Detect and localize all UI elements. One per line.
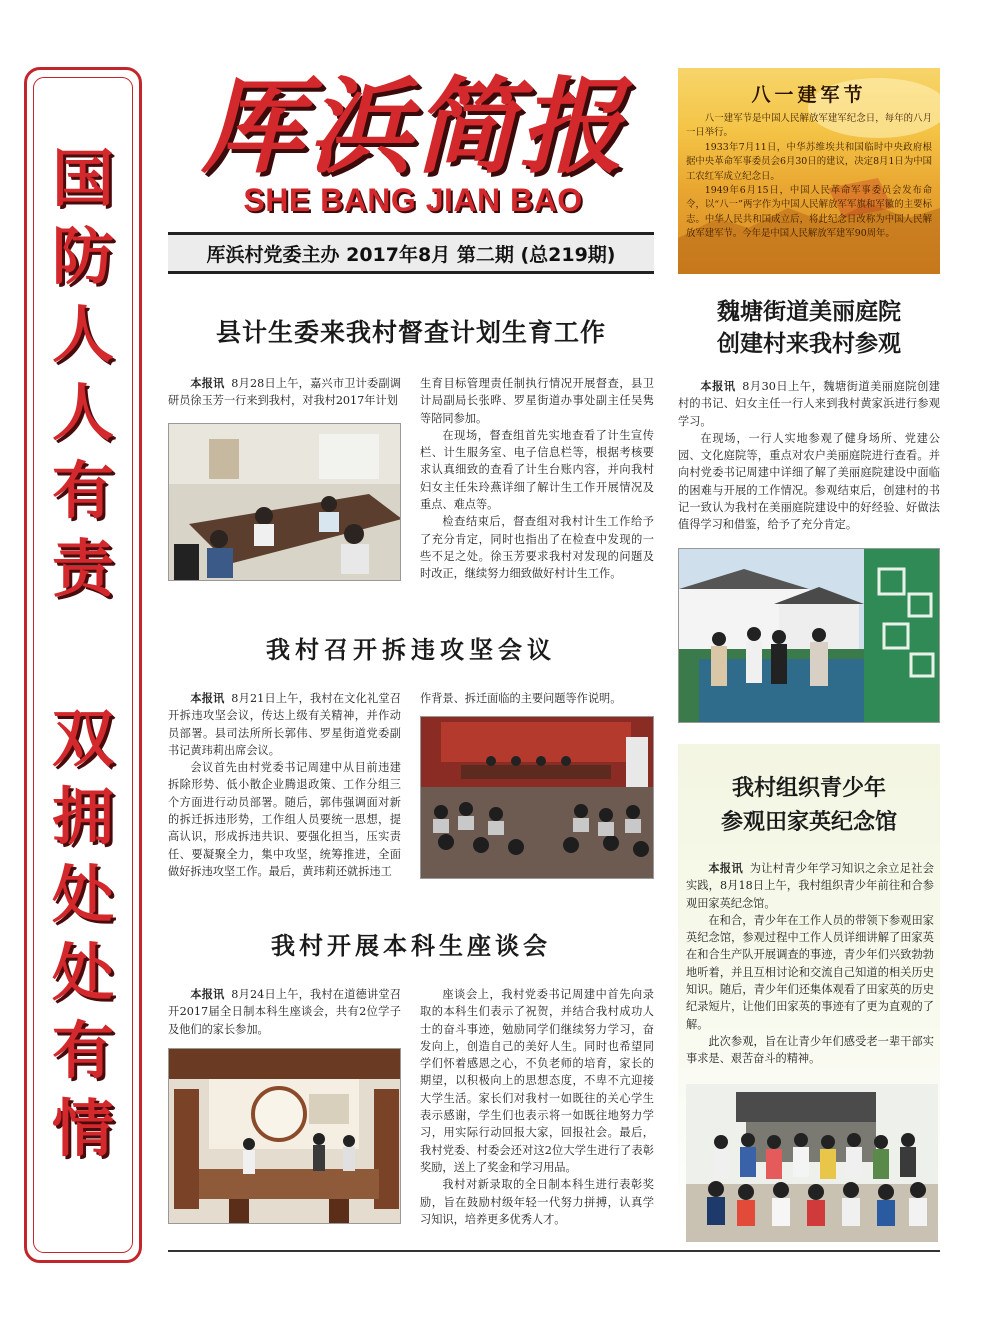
auditorium-meeting-photo [421, 717, 654, 879]
article1-paragraph: 生育目标管理责任制执行情况开展督查，县卫计局副局长张晔、罗星街道办事处副主任吴隽等陪同参加。 [420, 377, 654, 425]
issue-info: 厍浜村党委主办 2017年8月 第二期 (总219期) [168, 232, 654, 274]
article4-headline [678, 296, 940, 360]
article1-headline: 县计生委来我村督查计划生育工作 [215, 318, 606, 347]
slogan-char: 责 [51, 532, 114, 605]
article1-tag: 本报讯 [190, 377, 225, 390]
slogan-char: 处 [51, 858, 114, 931]
article3-headline: 我村开展本科生座谈会 [271, 932, 551, 960]
article2-headline: 我村召开拆违攻坚会议 [266, 636, 556, 664]
article1-paragraph: 检查结束后，督查组对我村计生工作给予了充分肯定，同时也指出了在检查中发现的一些不足之处。徐玉芳要求我村对发现的问题及时改正，继续努力细致做好村计生工作。 [420, 515, 654, 581]
article4-photo [678, 548, 940, 723]
article5-paragraph: 此次参观，旨在让青少年们感受老一辈干部实事求是、艰苦奋斗的精神。 [686, 1034, 934, 1066]
bayi-title: 八一建军节 [751, 84, 867, 106]
article3-paragraph: 我村对新录取的全日制本科生进行表彰奖励，旨在鼓励村级年轻一代努力拼搏，认真学习知识，培养更多优秀人才。 [420, 1178, 654, 1226]
article1-lead [168, 375, 401, 410]
article2-column1 [168, 690, 401, 880]
meeting-room-photo [169, 424, 401, 581]
article1-lead-text: 8月28日上午，嘉兴市卫计委副调研员徐玉芳一行来到我村，对我村2017年计划 [168, 377, 401, 408]
article5-body [686, 860, 934, 1068]
article4-lead-text: 8月30日上午，魏塘街道美丽庭院创建村的书记、妇女主任一行人来到我村黄家浜进行参观学习。 [678, 380, 940, 428]
article5-photo [686, 1084, 938, 1242]
slogan-double-support [33, 700, 133, 1168]
slogan-char: 拥 [51, 780, 114, 853]
slogan-char: 人 [51, 376, 114, 449]
article4-headline-line1: 魏塘街道美丽庭院 [717, 299, 901, 325]
bayi-paragraph: 八一建军节是中国人民解放军建军纪念日，每年的八月一日举行。 [686, 113, 932, 139]
article3-lead-text: 8月24日上午，我村在道德讲堂召开2017届全日制本科生座谈会，共有2位学子及他们的家长参加。 [168, 988, 401, 1036]
youth-group-photo [686, 1084, 938, 1242]
slogan-char: 防 [51, 220, 114, 293]
masthead-title: 厍浜简报 [200, 65, 625, 188]
bayi-paragraph: 1933年7月11日，中华苏维埃共和国临时中央政府根据中央革命军事委员会6月30日的建议，决定8月1日为中国工农红军成立纪念日。 [686, 141, 932, 182]
article3-lead [168, 986, 401, 1038]
slogan-char: 有 [51, 1014, 114, 1087]
slogan-char: 人 [51, 298, 114, 371]
bayi-box [678, 68, 940, 274]
article2-photo [420, 716, 654, 879]
article3-tag: 本报讯 [190, 988, 225, 1001]
slogan-char: 情 [51, 1092, 114, 1165]
article5-headline-line2: 参观田家英纪念馆 [720, 810, 897, 835]
article5-paragraph: 在和合，青少年在工作人员的带领下参观田家英纪念馆，参观过程中工作人员详细讲解了田家英在和合生产队开展调查的事迹，青少年们兴致勃勃地听着，并且互相讨论和交流自己知道的相关历史知识。随后，青少年们还集体观看了田家英的历史纪录短片，让他们田家英的事迹有了更为直观的了解。 [686, 913, 934, 1031]
article1-paragraph: 在现场，督查组首先实地查看了计生宣传栏、计生服务室、电子信息栏等，根据考核要求认真细致的查看了计生台账内容，并向我村妇女主任朱玲燕详细了解计生工作开展情况及重点、难点等。 [420, 428, 654, 512]
seminar-hall-photo [169, 1049, 401, 1224]
article3-photo [168, 1048, 401, 1224]
slogan-char: 处 [51, 936, 114, 1009]
article2-column2 [420, 690, 654, 707]
article5-lead-text: 为让村青少年学习知识之余立足社会实践，8月18日上午，我村组织青少年前往和合参观田家英纪念馆。 [686, 862, 934, 910]
article2-paragraph: 作背景、拆迁面临的主要问题等作说明。 [420, 692, 622, 705]
article4-tag: 本报讯 [700, 380, 736, 393]
bottom-rule [168, 1250, 940, 1252]
article1-column2 [420, 375, 654, 583]
article3-column2 [420, 986, 654, 1228]
bayi-text [686, 112, 932, 242]
article4-body [678, 378, 940, 534]
article5-headline [678, 772, 940, 840]
article5-headline-line1: 我村组织青少年 [731, 776, 886, 801]
slogan-char: 双 [51, 702, 114, 775]
article4-paragraph: 在现场，一行人实地参观了健身场所、党建公园、文化庭院等，重点对农户美丽庭院进行查看。并向村党委书记周建中详细了解了美丽庭院建设中面临的困难与开展的工作情况。参观结束后，创建村的书记一致认为我村在美丽庭院建设中的好经验、好做法值得学习和借鉴，给予了充分肯定。 [678, 431, 940, 532]
article1-photo [168, 423, 401, 581]
bayi-paragraph: 1949年6月15日，中国人民革命军事委员会发布命令，以“八一”两字作为中国人民解放军军旗和军徽的主要标志。中华人民共和国成立后，将此纪念日改称为中国人民解放军建军节。今年是中国人民解放军建军90周年。 [686, 185, 932, 240]
article4-headline-line2: 创建村来我村参观 [717, 331, 901, 357]
village-courtyard-photo [679, 549, 940, 723]
article2-paragraph: 会议首先由村党委书记周建中从目前违建拆除形势、低小散企业腾退政策、工作分组三个方面进行动员部署。随后，郭伟强调面对新的拆迁拆违形势，工作组人员要统一思想，提高认识，形成拆违共识、要强化担当，压实责任、要凝聚全力，集中攻坚，统筹推进，全面做好拆违攻坚工作。最后，黄玮莉还就拆违工 [168, 761, 401, 878]
article2-tag: 本报讯 [190, 692, 225, 705]
article3-paragraph: 座谈会上，我村党委书记周建中首先向录取的本科生们表示了祝贺，并结合我村成功人士的奋斗事迹，勉励同学们继续努力学习，奋发向上，创造自己的美好人生。同时也希望同学们怀着感恩之心，不负老师的培育，家长的期望，以积极向上的思想态度，不卑不亢迎接大学生活。家长们对我村一如既往的关心学生表示感谢，学生们也表示将一如既往地努力学习，用实际行动回报大家，回报社会。最后，我村党委、村委会还对这2位大学生进行了表彰奖励，送上了奖金和学习用品。 [420, 988, 654, 1174]
slogan-char: 有 [51, 454, 114, 527]
masthead-pinyin: SHE BANG JIAN BAO [243, 182, 583, 218]
article2-lead-text: 8月21日上午，我村在文化礼堂召开拆违攻坚会议，传达上级有关精神，并作动员部署。县司法所所长郭伟、罗星街道党委副书记黄玮莉出席会议。 [168, 692, 401, 757]
slogan-national-defense [33, 140, 133, 608]
slogan-char: 国 [51, 142, 114, 215]
article5-tag: 本报讯 [708, 862, 744, 875]
